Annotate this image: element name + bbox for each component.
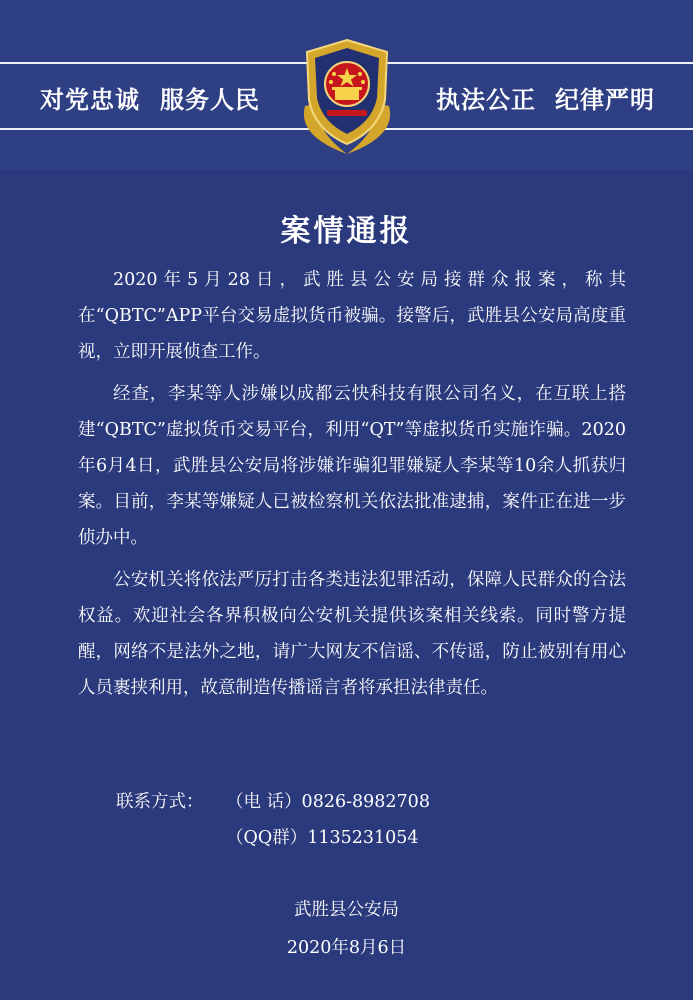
slogan-fair-law: 执法公正 <box>436 86 536 114</box>
contact-qq-row <box>116 820 430 856</box>
contact-label: 联系方式： <box>116 792 204 812</box>
emblem-small-star-3 <box>329 80 333 84</box>
emblem-gate <box>335 90 359 100</box>
paragraph-warning: 公安机关将依法严厉打击各类违法犯罪活动，保障人民群众的合法权益。欢迎社会各界积极向公安机关提供该案相关线索。同时警方提醒，网络不是法外之地，请广大网友不信谣、不传谣，防止被别有用心人员裹挟利用，故意制造传播谣言者将承担法律责任。 <box>78 570 626 698</box>
emblem-small-star-1 <box>332 72 336 76</box>
signature-org: 武胜县公安局 <box>294 900 399 920</box>
header-banner <box>0 0 693 170</box>
slogan-serve-people: 服务人民 <box>160 86 260 114</box>
notice-body <box>0 170 693 1000</box>
emblem-gate-roof <box>332 87 362 90</box>
notice-paragraphs <box>78 262 626 712</box>
contact-phone-row <box>116 784 430 820</box>
emblem-ribbon <box>327 110 367 116</box>
slogan-loyalty: 对党忠诚 <box>40 86 140 114</box>
emblem-small-star-4 <box>361 80 365 84</box>
slogan-discipline: 纪律严明 <box>555 86 655 114</box>
signature-date: 2020年8月6日 <box>286 938 407 958</box>
paragraph-investigation: 经查，李某等人涉嫌以成都云快科技有限公司名义，在互联上搭建“QBTC”虚拟货币交易平台，利用“QT”等虚拟货币实施诈骗。2020年6月4日，武胜县公安局将涉嫌诈骗犯罪嫌疑人李某等10余人抓获归案。目前，李某等嫌疑人已被检察机关依法批准逮捕，案件正在进一步侦办中。 <box>78 384 626 548</box>
contact-phone: （电 话）0826-8982708 <box>226 792 430 812</box>
contact-info <box>116 784 430 856</box>
contact-qq: （QQ群）1135231054 <box>226 828 419 848</box>
emblem-small-star-2 <box>358 72 362 76</box>
page-title: 案情通报 <box>280 214 413 249</box>
paragraph-report: 2020年5月28日，武胜县公安局接群众报案，称其在“QBTC”APP平台交易虚拟货币被骗。接警后，武胜县公安局高度重视，立即开展侦查工作。 <box>78 270 626 362</box>
police-emblem-icon <box>287 36 407 156</box>
